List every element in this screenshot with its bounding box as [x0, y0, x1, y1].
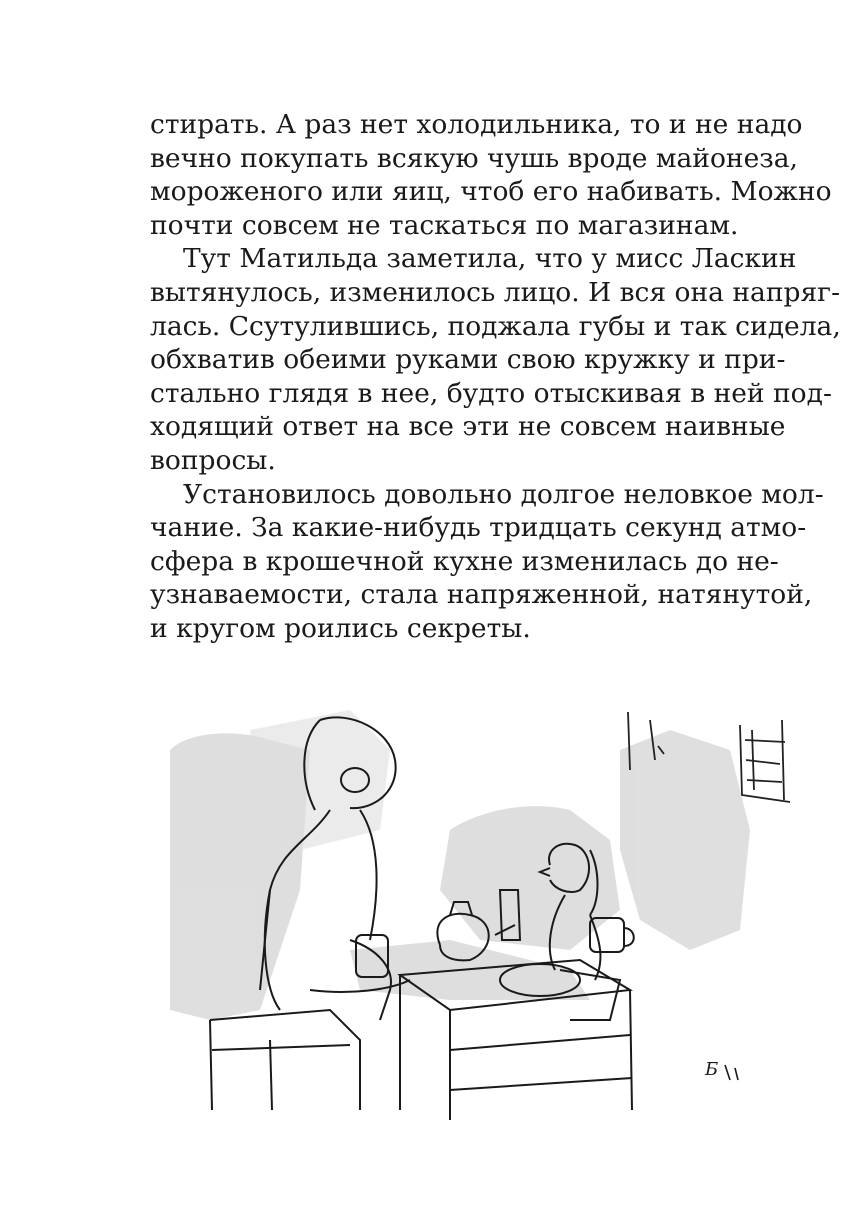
watercolor-wash: [170, 710, 750, 1020]
text-line: лась. Ссутулившись, поджала губы и так сидела,: [150, 310, 841, 342]
text-line: вопросы.: [150, 444, 276, 476]
text-line: стирать. А раз нет холодильника, то и не надо: [150, 109, 803, 140]
text-line: вытянулось, изменилось лицо. И вся она напряг-: [150, 276, 841, 308]
text-line: сфера в крошечной кухне изменилась до не-: [150, 545, 779, 577]
signature-flourish: [725, 1065, 738, 1080]
text-line: стально глядя в нее, будто отыскивая в ней под-: [150, 377, 832, 409]
text-line: ходящий ответ на все эти не совсем наивные: [150, 411, 786, 443]
kitchen-table-illustration: [150, 690, 790, 1150]
text-line: мороженого или яиц, чтоб его набивать. Можно: [150, 176, 832, 208]
text-line: вечно покупать всякую чушь вроде майонеза,: [150, 142, 798, 174]
paragraph-start-line: Установилось довольно долгое неловкое мол-: [183, 478, 824, 510]
body-text: [150, 108, 841, 646]
text-line: и кругом роились секреты.: [150, 612, 531, 644]
artist-signature: Б: [705, 1059, 719, 1080]
text-line: чание. За какие-нибудь тридцать секунд атмо-: [150, 512, 807, 544]
paragraph-start-line: Тут Матильда заметила, что у мисс Ласкин: [183, 243, 797, 275]
text-line: узнаваемости, стала напряженной, натянутой,: [150, 579, 813, 611]
text-line: обхватив обеими руками свою кружку и при-: [150, 344, 786, 376]
text-line: почти совсем не таскаться по магазинам.: [150, 209, 739, 241]
